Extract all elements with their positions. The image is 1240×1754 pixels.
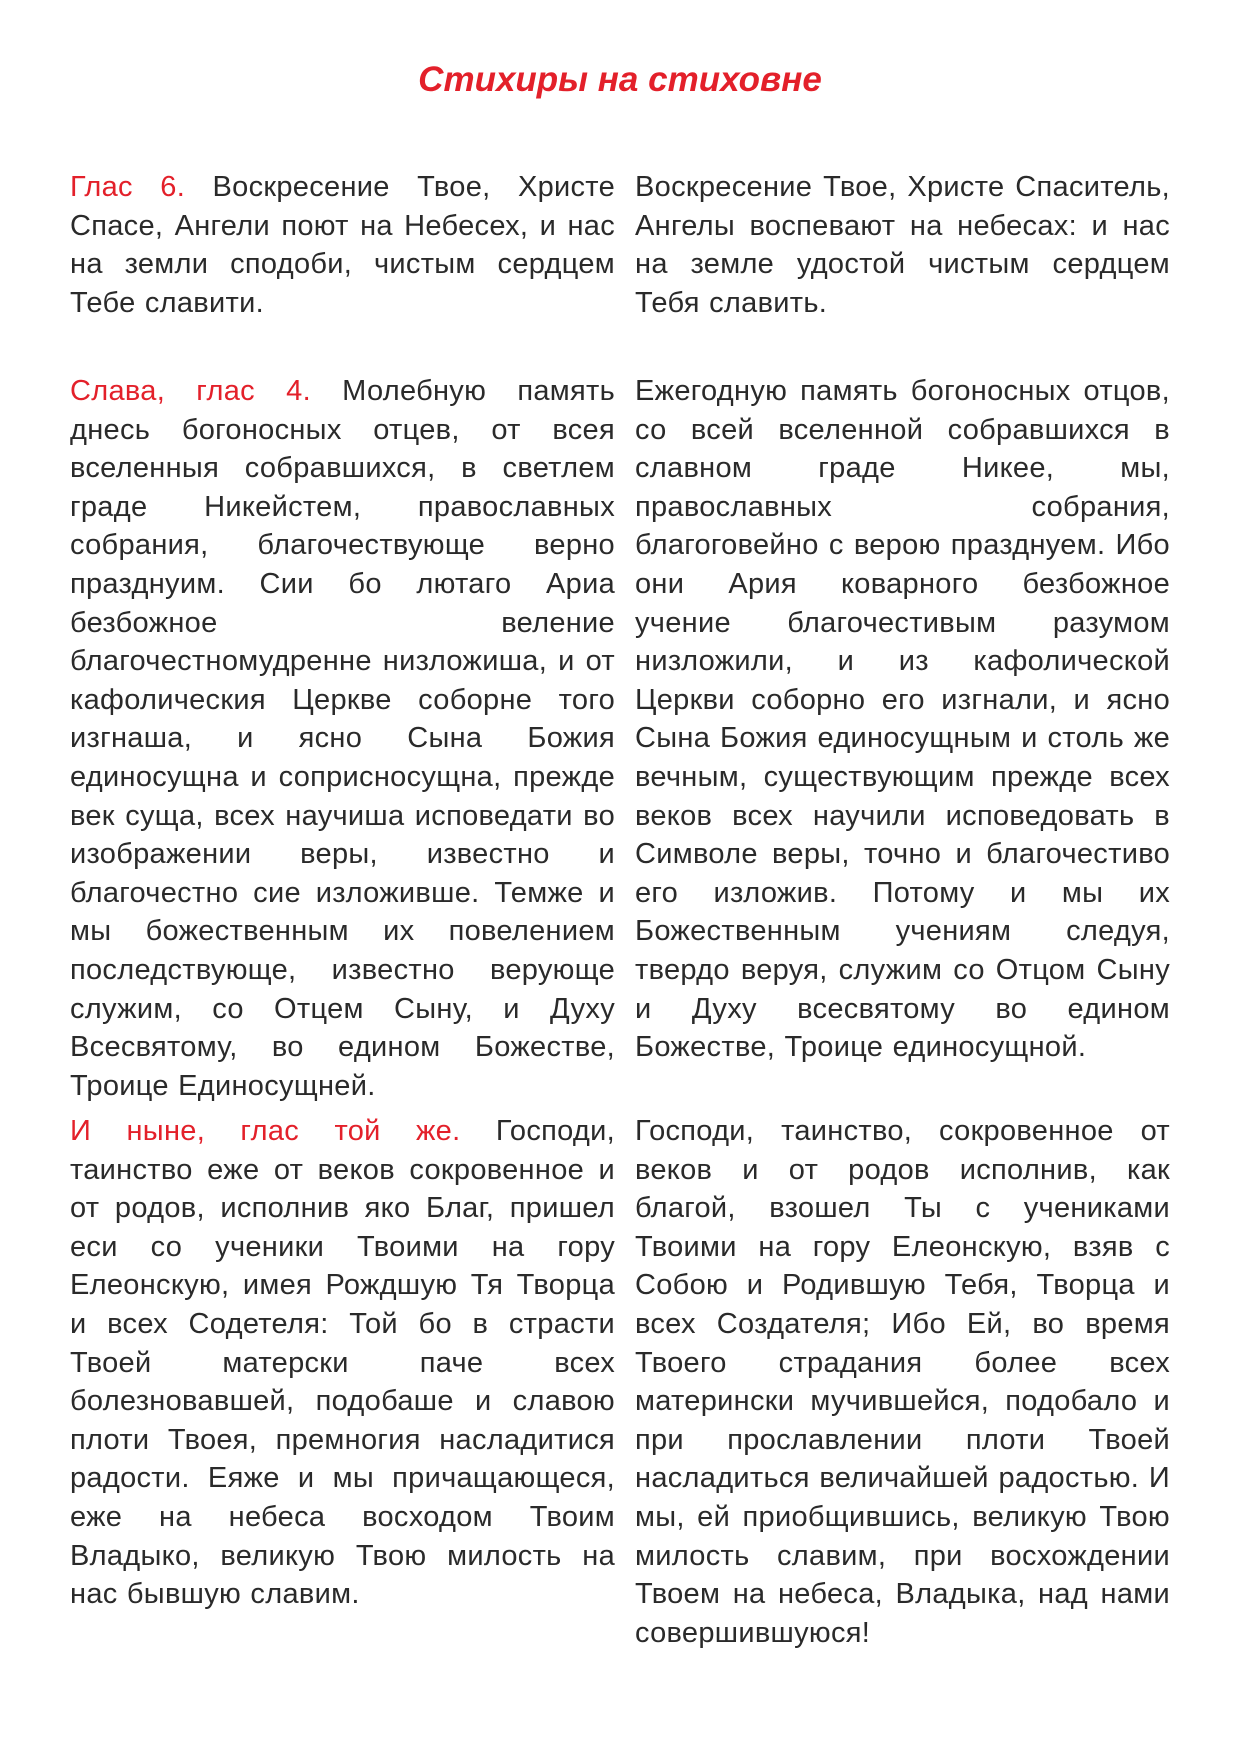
russian-translation: Господи, таинство, сокровенное от веков и от родов исполнив, как благой, взошел Ты с учениками Твоими на гору Елеонскую, взяв с Собою и Родившую Тебя, Творца и всех Создателя; Ибо Ей, во время Твоего страдания более всех матерински мучившейся, подобало и при прославлении плоти Твоей насладиться величайшей радостью. И мы, ей приобщившись, великую Твою милость славим, при восхождении Твоем на небеса, Владыка, над нами совершившуюся! <box>635 1115 1170 1649</box>
slavonic-body: Господи, таинство еже от веков сокровенное и от родов, исполнив яко Благ, пришел еси со ученики Твоими на гору Елеонскую, имея Рождшую Тя Творца и всех Содетеля: Той бо в страсти Твоей матерски паче всех болезновавшей, подобаше и славою плоти Твоея, премногия насладитися радости. Еяже и мы причащающеся, еже на небеса восходом Твоим Владыко, великую Твою милость на нас бывшую славим. <box>70 1115 615 1611</box>
slavonic-text <box>70 372 615 1105</box>
page-title: Стихиры на стиховне <box>418 60 822 99</box>
slavonic-text <box>70 1112 615 1652</box>
russian-translation: Воскресение Твое, Христе Спаситель, Ангелы воспевают на небесах: и нас на земле удостой чистым сердцем Тебя славить. <box>635 171 1170 319</box>
sticheron-section-1 <box>70 168 1170 322</box>
tone-label: Глас 6. <box>70 171 186 203</box>
tone-label: И ныне, глас той же. <box>70 1115 461 1147</box>
slavonic-text <box>70 168 615 322</box>
slavonic-body: Молебную память днесь богоносных отцев, от всея вселенныя собравшихся, в светлем граде Никейстем, православных собрания, благочествующе верно празднуим. Сии бо лютаго Ариа безбожное веление благочестномудренне низложиша, и от кафолическия Церкве соборне того изгнаша, и ясно Сына Божия единосущна и соприсносущна, прежде век суща, всех научиша исповедати во изображении веры, известно и благочестно сие изложивше. Темже и мы божественным их повелением последствующе, известно верующе служим, со Отцем Сыну, и Духу Всесвятому, во едином Божестве, Троице Единосущней. <box>70 375 616 1102</box>
sticheron-section-3 <box>70 1112 1170 1652</box>
slavonic-body: Воскресение Твое, Христе Спасе, Ангели поют на Небесех, и нас на земли сподоби, чистым сердцем Тебе славити. <box>70 171 615 319</box>
sticheron-section-2 <box>70 372 1170 1105</box>
russian-translation: Ежегодную память богоносных отцов, со всей вселенной собравшихся в славном граде Никее, мы, православных собрания, благоговейно с верою празднуем. Ибо они Ария коварного безбожное учение благочестивым разумом низложили, и из кафолической Церкви соборно его изгнали, и ясно Сына Божия единосущным и столь же вечным, существующим прежде всех веков всех научили исповедовать в Символе веры, точно и благочестиво его изложив. Потому и мы их Божественным учениям следуя, твердо веруя, служим со Отцом Сыну и Духу всесвятому во едином Божестве, Троице единосущной. <box>635 375 1170 1064</box>
tone-label: Слава, глас 4. <box>70 375 311 407</box>
